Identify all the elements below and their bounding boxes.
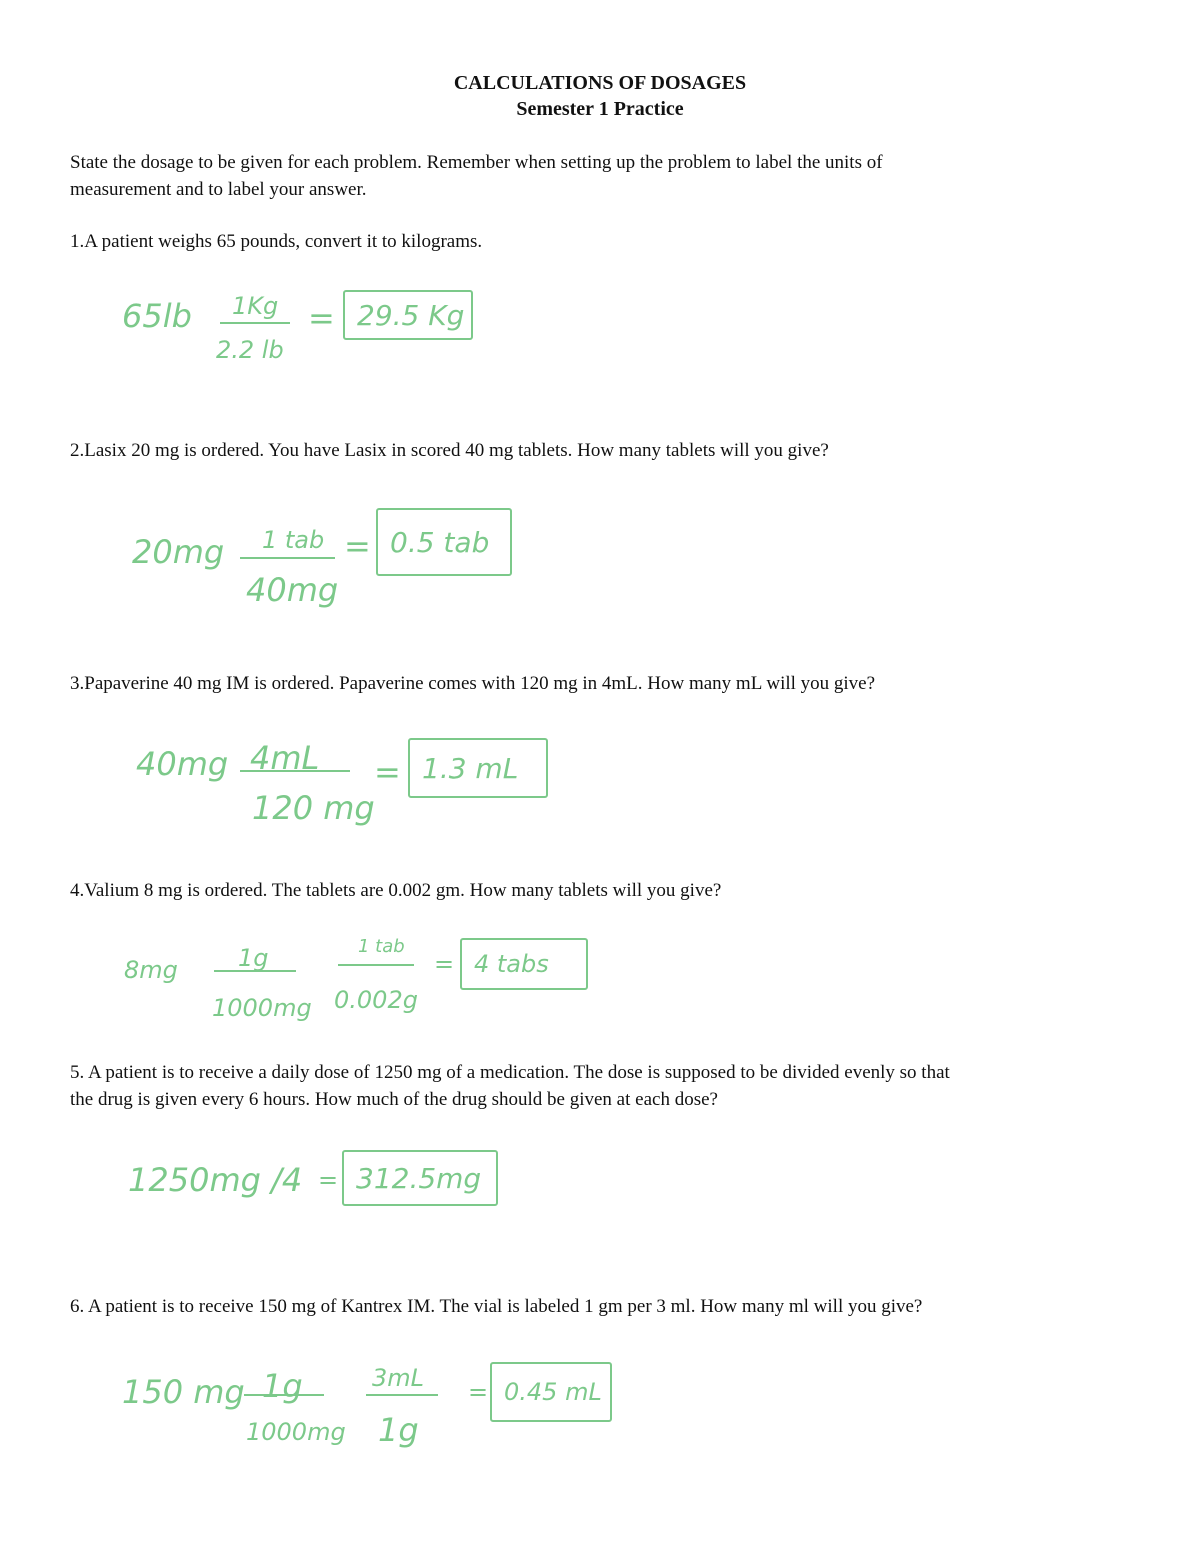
problem-1-factor-numerator: 1Kg — [232, 292, 279, 320]
problem-5-question-line-2: the drug is given every 6 hours. How much of the drug should be given at each dose? — [70, 1089, 718, 1110]
problem-2-factor-denominator: 40mg — [246, 571, 339, 609]
problem-4-factor-2-denominator: 0.002g — [334, 986, 418, 1014]
problem-6-question: 6. A patient is to receive 150 mg of Kantrex IM. The vial is labeled 1 gm per 3 ml. How many ml will you give? — [70, 1296, 923, 1317]
problem-3-factor-denominator: 120 mg — [252, 789, 375, 827]
problem-2-answer-box: 0.5 tab — [376, 508, 512, 576]
problem-1-answer-box: 29.5 Kg — [343, 290, 473, 340]
problem-6-factor-2-numerator: 3mL — [372, 1364, 425, 1392]
problem-6-fraction-bar-2 — [366, 1394, 438, 1396]
instructions-line-2: measurement and to label your answer. — [70, 179, 367, 200]
problem-6-answer-box: 0.45 mL — [490, 1362, 612, 1422]
problem-5-equals: = — [318, 1166, 339, 1194]
problem-4-factor-1-denominator: 1000mg — [212, 994, 312, 1022]
problem-5-answer-box: 312.5mg — [342, 1150, 498, 1206]
problem-5-given: 1250mg /4 — [128, 1161, 303, 1199]
problem-3-equals: = — [374, 753, 401, 791]
problem-1-given: 65lb — [122, 297, 192, 335]
problem-4-question: 4.Valium 8 mg is ordered. The tablets are 0.002 gm. How many tablets will you give? — [70, 880, 722, 901]
problem-4-factor-2-numerator: 1 tab — [358, 936, 405, 957]
problem-2-given: 20mg — [132, 533, 225, 571]
problem-6-given: 150 mg — [122, 1373, 245, 1411]
problem-4-answer-box: 4 tabs — [460, 938, 588, 990]
problem-6-equals: = — [468, 1378, 489, 1406]
problem-4-equals: = — [434, 950, 455, 978]
problem-4-fraction-bar-1 — [214, 970, 296, 972]
problem-6-factor-1-denominator: 1000mg — [246, 1418, 346, 1446]
problem-3-fraction-bar — [240, 770, 350, 772]
problem-4-given: 8mg — [124, 956, 178, 984]
problem-3-question: 3.Papaverine 40 mg IM is ordered. Papaverine comes with 120 mg in 4mL. How many mL will you give? — [70, 673, 876, 694]
problem-3-answer-box: 1.3 mL — [408, 738, 548, 798]
problem-3-factor-numerator: 4mL — [250, 739, 320, 777]
problem-2-question: 2.Lasix 20 mg is ordered. You have Lasix in scored 40 mg tablets. How many tablets will you give? — [70, 440, 829, 461]
problem-1-equals: = — [308, 299, 335, 337]
problem-2-fraction-bar — [240, 557, 335, 559]
page-title: CALCULATIONS OF DOSAGES — [453, 72, 747, 94]
problem-4-factor-1-numerator: 1g — [238, 944, 269, 972]
problem-3-given: 40mg — [136, 745, 229, 783]
problem-1-fraction-bar — [220, 322, 290, 324]
problem-4-fraction-bar-2 — [338, 964, 414, 966]
problem-1-question: 1.A patient weighs 65 pounds, convert it to kilograms. — [70, 231, 483, 252]
problem-6-fraction-bar-1 — [244, 1394, 324, 1396]
problem-2-factor-numerator: 1 tab — [262, 526, 325, 554]
problem-6-factor-2-denominator: 1g — [378, 1411, 419, 1449]
problem-6-factor-1-numerator: 1g — [262, 1367, 303, 1405]
problem-5-question-line-1: 5. A patient is to receive a daily dose of 1250 mg of a medication. The dose is supposed to be divided evenly so that — [70, 1062, 950, 1083]
problem-1-factor-denominator: 2.2 lb — [216, 336, 284, 364]
page-subtitle: Semester 1 Practice — [516, 98, 684, 120]
problem-2-equals: = — [344, 527, 371, 565]
instructions-line-1: State the dosage to be given for each problem. Remember when setting up the problem to label the units of — [70, 152, 883, 173]
